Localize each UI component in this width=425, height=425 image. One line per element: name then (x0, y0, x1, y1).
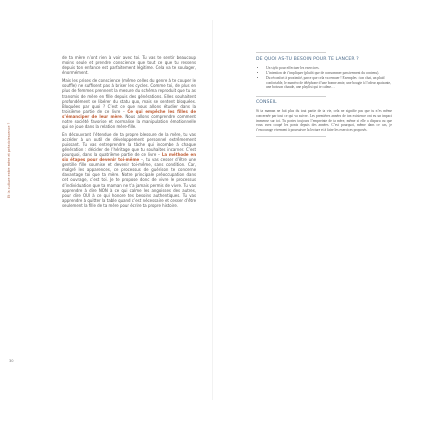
list-item: • L’intention de t’impliquer (plutôt que de consommer passivement du contenu). (266, 71, 392, 76)
left-body-text (62, 55, 196, 211)
text-run: –, tu vas cesser d’être une gentille fille soumise et devenir toi-même, sans condition. Car, malgré les apparences, ce processus de guérison te concerne davantage toi que ta mère. Notre principale préoccupation dans cet ouvrage, c’est toi. Je te propose donc de vivre le processus d’individuation que ta maman ne t’a jamais permis de vivre. Tu vas apprendre à dire NON à ce qui calme les angoisses des autres, pour dire OUI à ce qui honore tes besoins authentiques. Tu vas apprendre à quitter la table quand c’est nécessaire et cesser d’être seulement la fille de ta mère pour écrire ta propre histoire. (62, 157, 196, 208)
page-number: 30 (9, 359, 14, 363)
right-page (212, 0, 425, 425)
running-head-text: Et la culture entre mère et préadolescence ? (7, 122, 11, 198)
section-title-conseil: CONSEIL (256, 100, 277, 106)
body-paragraph (62, 55, 196, 75)
text-run: . Nous allons comprendre comment notre société favorise et normalise la manipulation émotionnelle qui se joue dans la relation mère-fille. (62, 113, 196, 129)
section-rule (256, 136, 326, 137)
running-head (3, 60, 9, 200)
list-item: • Du réconfort à proximité, parce que cela va remuer ! Exemples : ton chat, un plaid confortable, le numéro de téléphone d’une bonne amie, une bougie à l’odeur apaisante, une boisson chaude, une playlist qui te calme… (266, 76, 392, 90)
needs-list (256, 66, 392, 90)
section-rule (256, 96, 326, 97)
body-paragraph (62, 132, 196, 208)
advice-paragraph: Si ta maman ne fait plus du tout partie de ta vie, cela ne signifie pas que tu n’es même concernée par tout ce qui va suivre. Les premières années de ton existence ont eu un impact immense sur toi. Tu portes toujours l’empreinte de ta mère, même si elle a disparu ou que vous avez coupé les ponts depuis des années. C’est pourquoi, même dans ce cas, je t’encourage vivement à poursuivre la lecture et à faire les exercices proposés. (256, 109, 392, 132)
text-run: En découvrant l’étendue de ta propre blessure de la mère, tu vas accéder à un outil de développement personnel extrêmement puissant. Tu vas entreprendre la tâche qui incombe à chaque génération : décider de l’héritage que tu souhaites incarner. C’est pourquoi, dans la quatrième partie de ce livre – (62, 132, 196, 158)
list-item: • Un stylo pour effectuer les exercices. (266, 66, 392, 71)
body-paragraph (62, 78, 196, 128)
section-title-besoin: DE QUOI AS-TU BESOIN POUR TE LANCER ? (256, 56, 359, 62)
right-column (256, 52, 392, 137)
section-rule (256, 52, 326, 53)
highlighted-part-title: La méthode en six étapes pour devenir toi-même (62, 152, 196, 163)
text-run: Mais les prises de conscience (même celles du genre à te couper le souffle) ne suffisent pas à briser les cycles. Comme toi, de plus en plus de femmes prennent la mesure du schéma reproduit que tu as transmis de mère en fille depuis des générations. Elles souhaitent profondément se libérer du statu quo, mais se sentent bloquées. Bloquées par quoi ? C’est ce que nous allons étudier dans la troisième partie de ce livre – (62, 78, 196, 114)
left-page (0, 0, 212, 425)
text-run: de ta mère n’ont rien à voir avec toi. Tu vas te sentir beaucoup moins seule et prendre conscience que tout ce que tu ressens depuis ton enfance est parfaitement légitime. Cela va te soulager, énormément. (62, 55, 196, 76)
highlighted-part-title: Ce qui empêche les filles de s’émanciper de leur mère (62, 108, 196, 119)
